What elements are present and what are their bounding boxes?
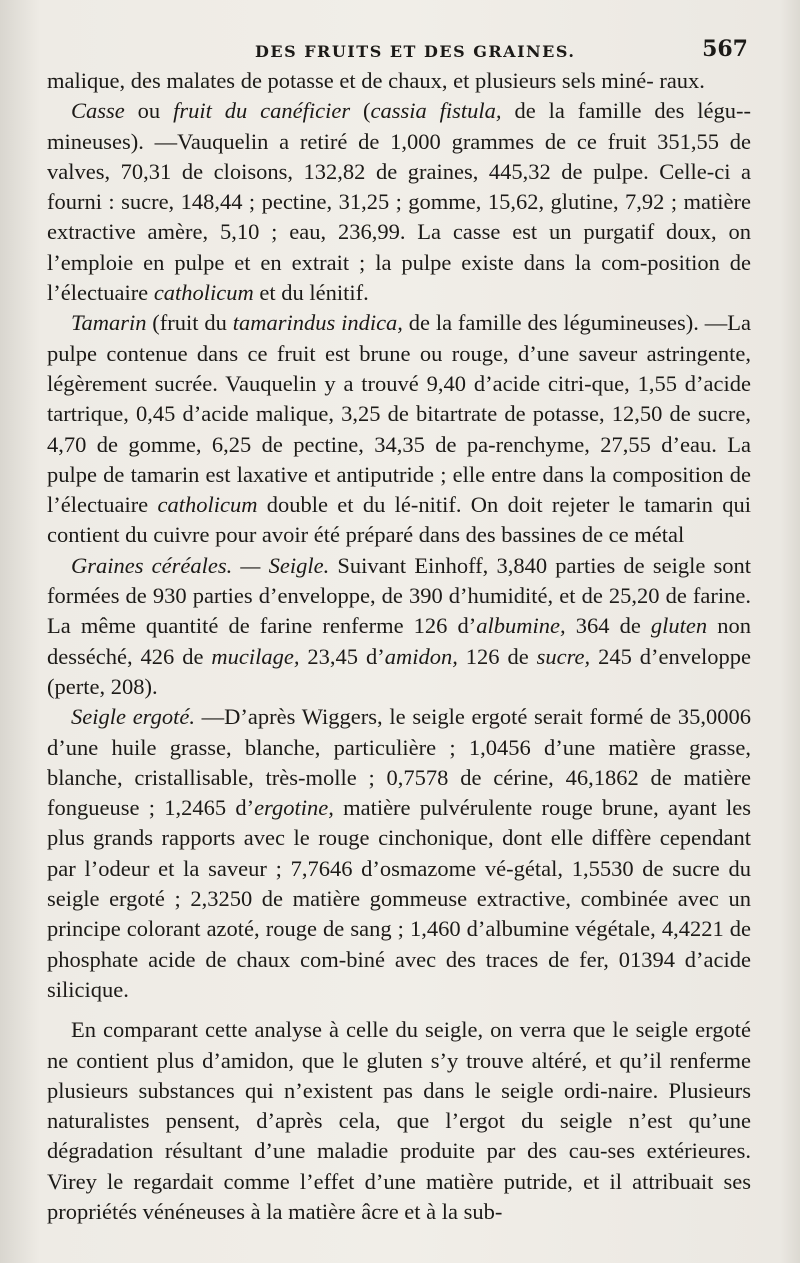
page-body xyxy=(47,66,751,1227)
italic-run: fruit du canéficier xyxy=(173,98,351,124)
text-run: de la famille des légu-mineuses). —Vauquelin a retiré de 1,000 grammes de ce fruit 351,55 de valves, 70,31 de cloisons, 132,82 de graines, 445,32 de pulpe. Celle-ci a fourni : sucre, 148,44 ; pectine, 31,25 ; gomme, 15,62, glutine, 7,92 ; matière extractive amère, 5,10 ; eau, 236,99. La casse est un purgatif doux, on l’emploie en pulpe et en extrait ; la pulpe existe dans la com-position de l’électuaire xyxy=(47,98,752,306)
italic-run: Seigle ergoté. xyxy=(71,704,195,730)
paragraph-seigle-ergote xyxy=(47,702,751,1005)
text-run: (fruit du xyxy=(146,310,233,336)
paragraph-comparaison xyxy=(47,1015,751,1227)
running-title: DES FRUITS ET DES GRAINES. xyxy=(255,42,576,61)
italic-run: cassia fistula, xyxy=(370,98,502,124)
text-run: ou xyxy=(124,98,174,124)
italic-run: ergotine, xyxy=(254,795,334,821)
text-run: ( xyxy=(350,98,371,124)
italic-run: Casse xyxy=(71,98,125,124)
page-header xyxy=(40,36,748,64)
italic-run: Tamarin xyxy=(71,310,147,336)
text-run: et du lénitif. xyxy=(253,280,369,306)
text-run: 364 de xyxy=(565,613,651,639)
text-run: malique, des malates de potasse et de chaux, et plusieurs sels miné- raux. xyxy=(47,68,705,93)
paragraph-tamarin xyxy=(47,308,751,550)
paragraph-casse xyxy=(47,96,751,308)
italic-run: catholicum xyxy=(157,492,258,518)
italic-run: sucre, xyxy=(536,643,591,669)
italic-run: catholicum xyxy=(153,280,254,306)
italic-run: amidon, xyxy=(384,643,458,669)
page-number: 567 xyxy=(702,36,748,62)
italic-run: albumine, xyxy=(476,613,566,639)
italic-run: tamarindus indica, xyxy=(232,310,403,336)
italic-run: gluten xyxy=(650,613,708,639)
paragraph-continuation xyxy=(47,66,751,96)
text-run: matière pulvérulente rouge brune, ayant les plus grands rapports avec le rouge cinchonique, dont elle diffère cependant par l’odeur et la saveur ; 7,7646 d’osmazome vé-gétal, 1,5530 de sucre du seigle ergoté ; 2,3250 de matière gommeuse extractive, combinée avec un principe colorant azoté, rouge de sang ; 1,460 d’albumine végétale, 4,4221 de phosphate acide de chaux com-biné avec des traces de fer, 01394 d’acide silicique. xyxy=(47,795,751,1002)
text-run: 126 de xyxy=(457,643,537,669)
paragraph-graines-cereales xyxy=(47,551,751,702)
text-run: double et du lé-nitif. On doit rejeter le tamarin qui contient du cuivre pour avoir été préparé dans des bassines de ce métal xyxy=(47,492,751,548)
text-run: non desséché, 426 de xyxy=(47,613,752,669)
text-run: de la famille des légumineuses). —La pulpe contenue dans ce fruit est brune ou rouge, d’une saveur astringente, légèrement sucrée. Vauquelin y a trouvé 9,40 d’acide citri-que, 1,55 d’acide tartrique, 0,45 d’acide malique, 3,25 de bitartrate de potasse, 12,50 de sucre, 4,70 de gomme, 6,25 de pectine, 34,35 de pa-renchyme, 27,55 d’eau. La pulpe de tamarin est laxative et antiputride ; elle entre dans la composition de l’électuaire xyxy=(47,310,751,518)
italic-run: mucilage, xyxy=(211,643,300,669)
text-run: Suivant Einhoff, 3,840 parties de seigle sont formées de 930 parties d’enveloppe, de 390 d’humidité, et de 25,20 de farine. La même quantité de farine renferme 126 d’ xyxy=(47,552,751,639)
text-run: 245 d’enveloppe (perte, 208). xyxy=(47,643,751,699)
text-run: En comparant cette analyse à celle du seigle, on verra que le seigle ergoté ne contient plus d’amidon, que le gluten s’y trouve altéré, et qu’il renferme plusieurs substances qui n’existent pas dans le seigle ordi-naire. Plusieurs naturalistes pensent, d’après cela, que l’ergot du seigle n’est qu’une dégradation résultant d’une maladie produite par des cau-ses extérieures. Virey le regardait comme l’effet d’une matière putride, et il attribuait ses propriétés vénéneuses à la matière âcre et à la sub- xyxy=(47,1017,751,1224)
italic-run: Graines céréales. — Seigle. xyxy=(71,552,330,578)
text-run: —D’après Wiggers, le seigle ergoté serait formé de 35,0006 d’une huile grasse, blanche, particulière ; 1,0456 d’une matière grasse, blanche, cristallisable, très-molle ; 0,7578 de cérine, 46,1862 de matière fongueuse ; 1,2465 d’ xyxy=(47,704,752,821)
text-run: 23,45 d’ xyxy=(299,643,385,669)
